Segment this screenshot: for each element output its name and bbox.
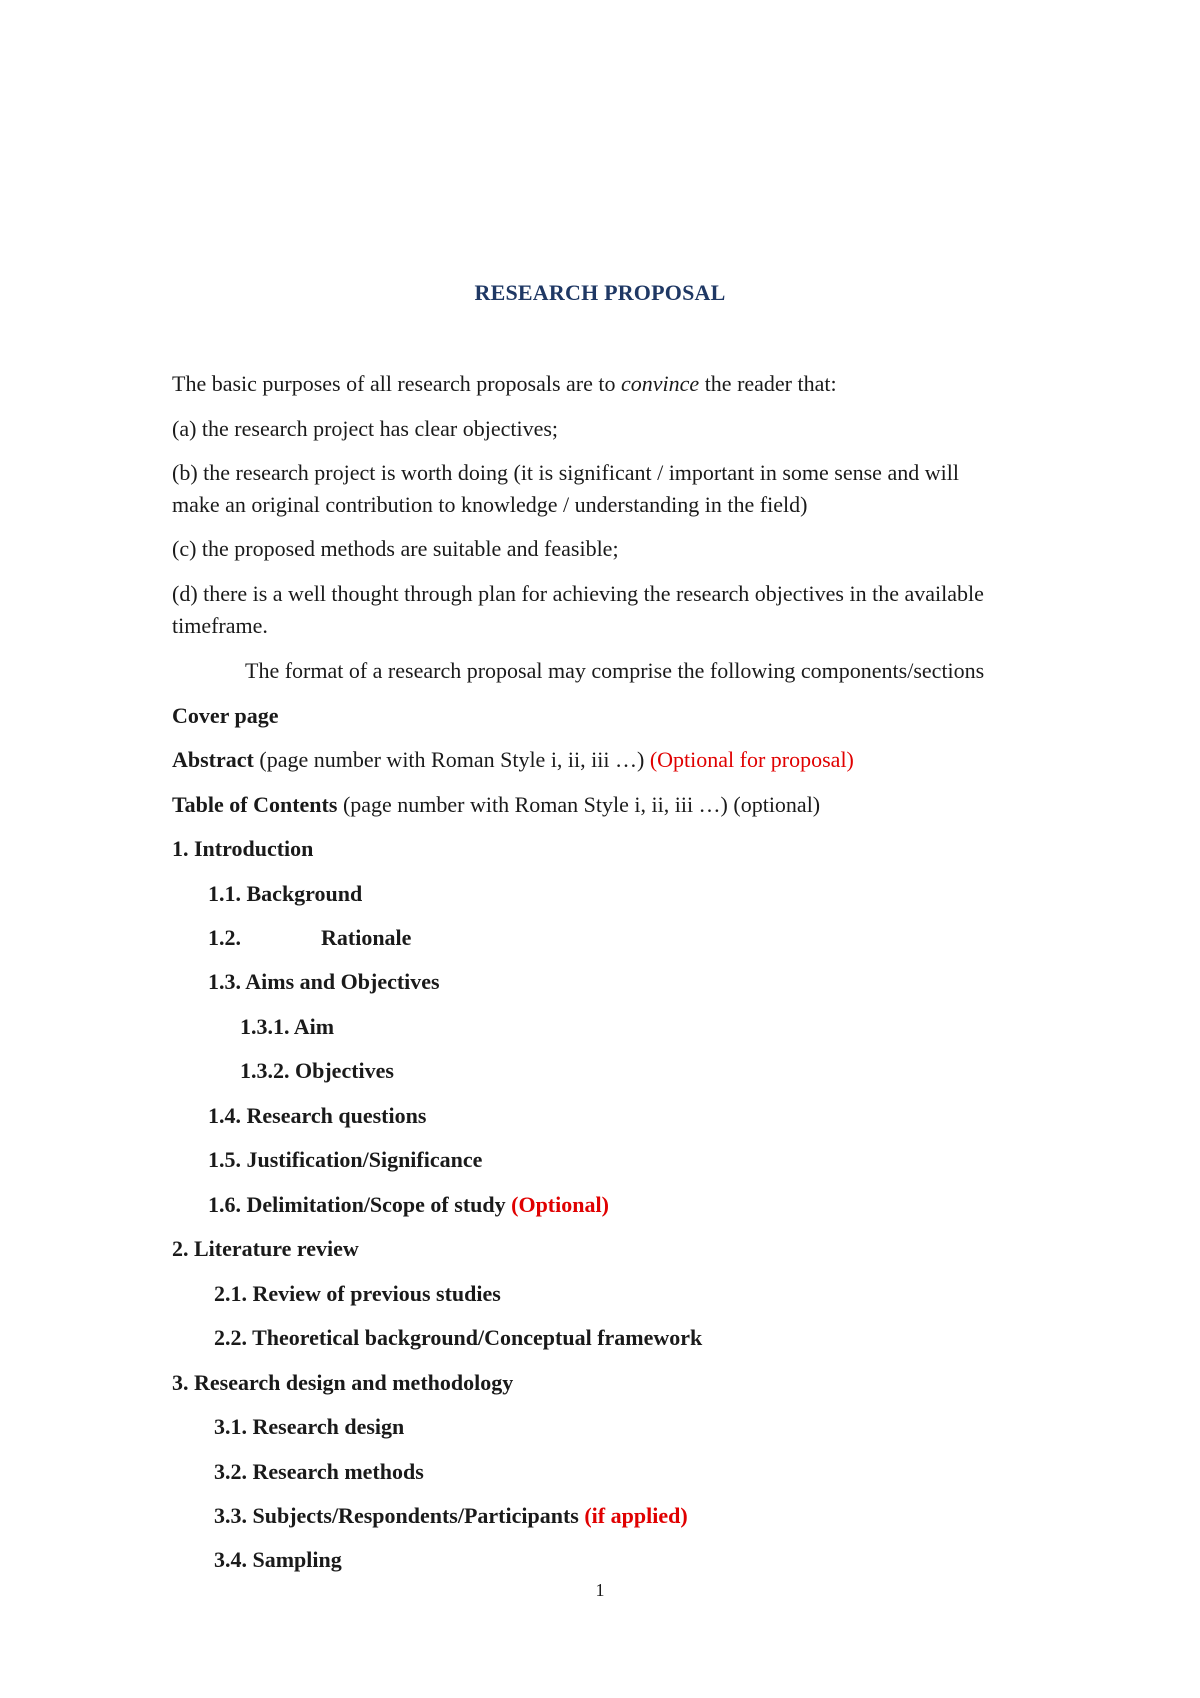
abstract-optional: (Optional for proposal) bbox=[649, 747, 854, 772]
section-3: 3. Research design and methodology bbox=[172, 1370, 514, 1395]
abstract-note: (page number with Roman Style i, ii, iii …) bbox=[253, 747, 650, 772]
section-3-3-optional: (if applied) bbox=[584, 1503, 688, 1528]
section-3-3-text: 3.3. Subjects/Respondents/Participants bbox=[214, 1503, 585, 1528]
section-2: 2. Literature review bbox=[172, 1236, 359, 1261]
intro-text-end: the reader that: bbox=[699, 371, 837, 396]
intro-emphasis: convince bbox=[621, 371, 700, 396]
intro-paragraph bbox=[172, 368, 837, 400]
document-title: RESEARCH PROPOSAL bbox=[474, 280, 726, 305]
section-1-2-text: Rationale bbox=[321, 925, 412, 950]
toc-line bbox=[172, 789, 820, 821]
section-1-6 bbox=[208, 1189, 609, 1221]
section-1-3-1: 1.3.1. Aim bbox=[240, 1014, 335, 1039]
point-d-line2: timeframe. bbox=[172, 613, 268, 638]
section-1-3: 1.3. Aims and Objectives bbox=[208, 969, 440, 994]
format-intro: The format of a research proposal may comprise the following components/sections bbox=[245, 658, 985, 683]
section-1-4: 1.4. Research questions bbox=[208, 1103, 427, 1128]
section-2-1: 2.1. Review of previous studies bbox=[214, 1281, 501, 1306]
section-3-1: 3.1. Research design bbox=[214, 1414, 405, 1439]
section-1-6-optional: (Optional) bbox=[511, 1192, 609, 1217]
toc-label: Table of Contents bbox=[172, 792, 338, 817]
section-1-5: 1.5. Justification/Significance bbox=[208, 1147, 483, 1172]
point-d-line1: (d) there is a well thought through plan for achieving the research objectives in the available bbox=[172, 581, 984, 606]
section-3-3 bbox=[214, 1500, 688, 1532]
section-1-1: 1.1. Background bbox=[208, 881, 363, 906]
cover-page-heading: Cover page bbox=[172, 703, 279, 728]
abstract-label: Abstract bbox=[172, 747, 254, 772]
intro-text: The basic purposes of all research proposals are to bbox=[172, 371, 622, 396]
section-1-2-number: 1.2. bbox=[208, 925, 241, 950]
point-b-line1: (b) the research project is worth doing (it is significant / important in some sense and will bbox=[172, 460, 959, 485]
page-number: 1 bbox=[595, 1580, 605, 1600]
section-3-2: 3.2. Research methods bbox=[214, 1459, 424, 1484]
toc-note: (page number with Roman Style i, ii, iii …) (optional) bbox=[337, 792, 821, 817]
section-1-2 bbox=[208, 922, 411, 954]
section-3-4: 3.4. Sampling bbox=[214, 1547, 342, 1572]
point-a: (a) the research project has clear objectives; bbox=[172, 416, 559, 441]
section-1: 1. Introduction bbox=[172, 836, 314, 861]
point-b-line2: make an original contribution to knowledge / understanding in the field) bbox=[172, 492, 808, 517]
point-c: (c) the proposed methods are suitable and feasible; bbox=[172, 536, 619, 561]
abstract-line bbox=[172, 744, 854, 776]
section-1-3-2: 1.3.2. Objectives bbox=[240, 1058, 394, 1083]
section-2-2: 2.2. Theoretical background/Conceptual framework bbox=[214, 1325, 703, 1350]
section-1-6-text: 1.6. Delimitation/Scope of study bbox=[208, 1192, 512, 1217]
